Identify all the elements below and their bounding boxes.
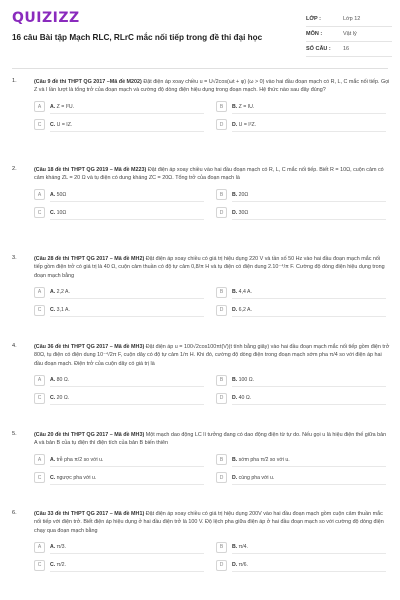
option-letter-box: A xyxy=(34,375,45,386)
question-source: (Câu 9 đề thi THPT QG 2017 –Mã đề M202) xyxy=(34,79,142,85)
option-label: B. xyxy=(232,544,238,551)
option-c[interactable] xyxy=(34,558,204,572)
option-underline xyxy=(232,386,386,387)
option-c[interactable] xyxy=(34,206,204,220)
option-letter-box: B xyxy=(216,101,227,112)
option-underline xyxy=(50,298,204,299)
option-a[interactable] xyxy=(34,540,204,554)
question-body: Đặt điện áp xoay chiều có giá trị hiệu dụng 200V vào hai đầu đoạn mạch gồm cuộn cảm thuần mắc nối tiếp với điện trở. Biết điện áp hiệu dụng ở hai đầu điện trở là 100 V. Độ lệch pha giữa điện áp ở hai đầu đoạn mạch so với cường độ dòng điện chạy qua đoạn mạch bằng xyxy=(34,511,384,534)
option-letter-box: C xyxy=(34,472,45,483)
question-4 xyxy=(12,343,390,405)
question-body: Đặt điện áp xoay chiều vào hai đầu đoạn mạch có R, L, C mắc nối tiếp. Biết R = 10Ω, cuộn cảm có cảm kháng ZL = 20 Ω và tụ điện có dung kháng ZC = 20Ω. Tổng trở của đoạn mạch là xyxy=(34,167,384,182)
option-b[interactable] xyxy=(216,453,386,467)
option-d[interactable] xyxy=(216,206,386,220)
page-title: 16 câu Bài tập Mạch RLC, RLrC mắc nối tiếp trong đề thi đại học xyxy=(12,33,263,42)
option-text: ngược pha với u. xyxy=(56,474,97,481)
option-label: A. xyxy=(50,289,56,296)
option-text: U = IZ. xyxy=(56,121,73,128)
question-body: Đặt điện áp u = 100√2cos100πt(V)(t tính bằng giây) vào hai đầu đoạn mạch mắc nối tiếp gồm điện trở 80Ω, tụ điện có điện dung 10⁻⁴/2π F, cuộn dây có độ tự cảm 1/π H. Khi đó, cường độ dòng điện trong đoạn mạch sớm pha π/4 so với điện áp hai đầu đoạn mạch. Điện trở của cuộn dây có giá trị là xyxy=(34,344,390,367)
option-text: cùng pha với u. xyxy=(238,474,275,481)
option-text: U = I²Z. xyxy=(238,121,257,128)
meta-label: SỐ CÂU : xyxy=(306,46,331,52)
option-label: D. xyxy=(232,562,238,569)
option-underline xyxy=(232,484,386,485)
option-c[interactable] xyxy=(34,471,204,485)
option-letter-box: D xyxy=(216,207,227,218)
meta-value: 16 xyxy=(343,46,350,52)
option-label: B. xyxy=(232,289,238,296)
option-underline xyxy=(232,219,386,220)
option-text: π/3. xyxy=(56,544,66,551)
option-a[interactable] xyxy=(34,188,204,202)
option-text: 80 Ω. xyxy=(56,377,70,384)
option-label: A. xyxy=(50,544,56,551)
option-underline xyxy=(50,219,204,220)
question-body: Một mạch dao động LC lí tưởng đang có dao động điện từ tự do. Nếu gọi u là hiệu điện thế giữa bản A và bản B của tụ điện thì điện tích của bản B biến thiên xyxy=(34,432,387,447)
question-6 xyxy=(12,510,390,572)
question-source: (Câu 20 đề thi THPT QG 2017 – Mã đề MH3) xyxy=(34,432,145,438)
option-underline xyxy=(232,571,386,572)
option-letter-box: D xyxy=(216,305,227,316)
option-underline xyxy=(232,404,386,405)
question-number: 4. xyxy=(12,343,17,349)
option-text: 6,2 A. xyxy=(238,307,252,314)
option-a[interactable] xyxy=(34,285,204,299)
question-source: (Câu 33 đề thi THPT QG 2017 – Mã đề MH1) xyxy=(34,511,145,517)
option-underline xyxy=(232,131,386,132)
option-text: 2,2 A. xyxy=(56,289,70,296)
option-letter-box: D xyxy=(216,560,227,571)
option-underline xyxy=(50,113,204,114)
option-label: A. xyxy=(50,103,56,110)
question-source: (Câu 36 đề thi THPT QG 2017 – Mã đề MH3) xyxy=(34,344,145,350)
answer-options xyxy=(34,100,390,132)
option-label: A. xyxy=(50,191,56,198)
answer-options xyxy=(34,188,390,220)
option-d[interactable] xyxy=(216,471,386,485)
option-label: C. xyxy=(50,395,56,402)
option-underline xyxy=(50,553,204,554)
option-label: C. xyxy=(50,121,56,128)
option-b[interactable] xyxy=(216,540,386,554)
option-c[interactable] xyxy=(34,391,204,405)
option-letter-box: D xyxy=(216,393,227,404)
option-a[interactable] xyxy=(34,100,204,114)
answer-options xyxy=(34,453,390,485)
option-letter-box: A xyxy=(34,101,45,112)
option-label: D. xyxy=(232,474,238,481)
option-b[interactable] xyxy=(216,100,386,114)
answer-options xyxy=(34,285,390,317)
meta-label: MÔN : xyxy=(306,31,323,37)
option-label: B. xyxy=(232,456,238,463)
option-d[interactable] xyxy=(216,558,386,572)
option-letter-box: C xyxy=(34,207,45,218)
option-text: π/6. xyxy=(238,562,248,569)
answer-options xyxy=(34,373,390,405)
meta-row-count xyxy=(306,42,392,57)
option-letter-box: D xyxy=(216,119,227,130)
quizizz-logo: QUIZIZZ xyxy=(12,10,80,26)
option-text: 30Ω xyxy=(238,209,249,216)
option-text: π/4. xyxy=(238,544,248,551)
option-letter-box: B xyxy=(216,375,227,386)
option-letter-box: C xyxy=(34,393,45,404)
option-text: trễ pha π/2 so với u. xyxy=(56,456,104,463)
option-b[interactable] xyxy=(216,188,386,202)
option-label: D. xyxy=(232,209,238,216)
option-b[interactable] xyxy=(216,285,386,299)
option-text: sớm pha π/2 so với u. xyxy=(238,456,290,463)
option-label: C. xyxy=(50,209,56,216)
option-letter-box: B xyxy=(216,189,227,200)
meta-row-subject xyxy=(306,27,392,42)
question-1 xyxy=(12,78,390,132)
question-text xyxy=(34,510,390,535)
question-body: Đặt điện áp xoay chiều có giá trị hiệu dụng 220 V và tần số 50 Hz vào hai đầu đoạn mạch mắc nối tiếp gồm điện trở có giá trị là 40 Ω, cuộn cảm thuần có độ tự cảm 0,8/π H và tụ điện có điện dung 2.10⁻⁴/π F. Cường độ dòng điện hiệu dụng trong đoạn mạch bằng xyxy=(34,256,385,279)
header-divider xyxy=(12,68,388,69)
question-number: 1. xyxy=(12,78,17,84)
option-text: Z = IU. xyxy=(238,103,255,110)
question-5 xyxy=(12,431,390,485)
answer-options xyxy=(34,540,390,572)
option-label: A. xyxy=(50,377,56,384)
option-text: π/2. xyxy=(56,562,66,569)
question-number: 3. xyxy=(12,255,17,261)
option-underline xyxy=(232,298,386,299)
option-underline xyxy=(50,466,204,467)
option-d[interactable] xyxy=(216,303,386,317)
option-letter-box: C xyxy=(34,305,45,316)
option-c[interactable] xyxy=(34,303,204,317)
question-3 xyxy=(12,255,390,317)
meta-value: Vật lý xyxy=(343,31,357,37)
option-text: 10Ω xyxy=(56,209,67,216)
option-text: 50Ω xyxy=(56,191,67,198)
option-letter-box: C xyxy=(34,119,45,130)
option-d[interactable] xyxy=(216,118,386,132)
option-letter-box: C xyxy=(34,560,45,571)
option-underline xyxy=(232,201,386,202)
question-source: (Câu 18 đề thi THPT QG 2019 – Mã đề M223) xyxy=(34,167,147,173)
question-2 xyxy=(12,166,390,220)
option-label: B. xyxy=(232,191,238,198)
question-body: Đặt điện áp xoay chiều u = U√2cos(ωt + φ) (ω > 0) vào hai đầu đoạn mạch có R, L, C mắc nối tiếp. Gọi Z và I lần lượt là tổng trở của đoạn mạch và cường độ dòng điện hiệu dụng trong đoạn mạch. Hệ thức nào sau đây đúng? xyxy=(34,79,390,94)
question-text xyxy=(34,431,390,448)
option-a[interactable] xyxy=(34,373,204,387)
option-letter-box: B xyxy=(216,454,227,465)
option-letter-box: A xyxy=(34,454,45,465)
option-label: C. xyxy=(50,307,56,314)
option-label: D. xyxy=(232,121,238,128)
option-label: C. xyxy=(50,562,56,569)
option-letter-box: B xyxy=(216,542,227,553)
question-text xyxy=(34,78,390,95)
option-letter-box: B xyxy=(216,287,227,298)
option-letter-box: A xyxy=(34,287,45,298)
option-underline xyxy=(50,316,204,317)
option-d[interactable] xyxy=(216,391,386,405)
option-text: 3,1 A. xyxy=(56,307,70,314)
option-text: 40 Ω. xyxy=(238,395,252,402)
option-letter-box: A xyxy=(34,542,45,553)
question-text xyxy=(34,343,390,368)
option-letter-box: A xyxy=(34,189,45,200)
option-underline xyxy=(232,113,386,114)
option-text: Z = I²U. xyxy=(56,103,75,110)
option-label: B. xyxy=(232,377,238,384)
option-underline xyxy=(50,131,204,132)
option-underline xyxy=(50,201,204,202)
question-number: 2. xyxy=(12,166,17,172)
option-label: D. xyxy=(232,395,238,402)
option-label: A. xyxy=(50,456,56,463)
question-text xyxy=(34,255,390,280)
option-underline xyxy=(50,484,204,485)
option-underline xyxy=(50,571,204,572)
option-b[interactable] xyxy=(216,373,386,387)
option-underline xyxy=(232,466,386,467)
meta-table xyxy=(306,12,392,57)
option-text: 4,4 A. xyxy=(238,289,252,296)
option-letter-box: D xyxy=(216,472,227,483)
option-underline xyxy=(50,404,204,405)
option-underline xyxy=(232,553,386,554)
meta-value: Lớp 12 xyxy=(343,16,361,22)
question-source: (Câu 28 đề thi THPT QG 2017 – Mã đề MH2) xyxy=(34,256,145,262)
option-c[interactable] xyxy=(34,118,204,132)
option-a[interactable] xyxy=(34,453,204,467)
option-underline xyxy=(50,386,204,387)
option-text: 20Ω xyxy=(238,191,249,198)
meta-label: LỚP : xyxy=(306,16,321,22)
question-number: 5. xyxy=(12,431,17,437)
option-text: 20 Ω. xyxy=(56,395,70,402)
option-label: D. xyxy=(232,307,238,314)
page-header xyxy=(0,0,400,70)
question-number: 6. xyxy=(12,510,17,516)
option-label: C. xyxy=(50,474,56,481)
option-underline xyxy=(232,316,386,317)
question-text xyxy=(34,166,390,183)
meta-row-class xyxy=(306,12,392,27)
option-label: B. xyxy=(232,103,238,110)
option-text: 100 Ω. xyxy=(238,377,255,384)
